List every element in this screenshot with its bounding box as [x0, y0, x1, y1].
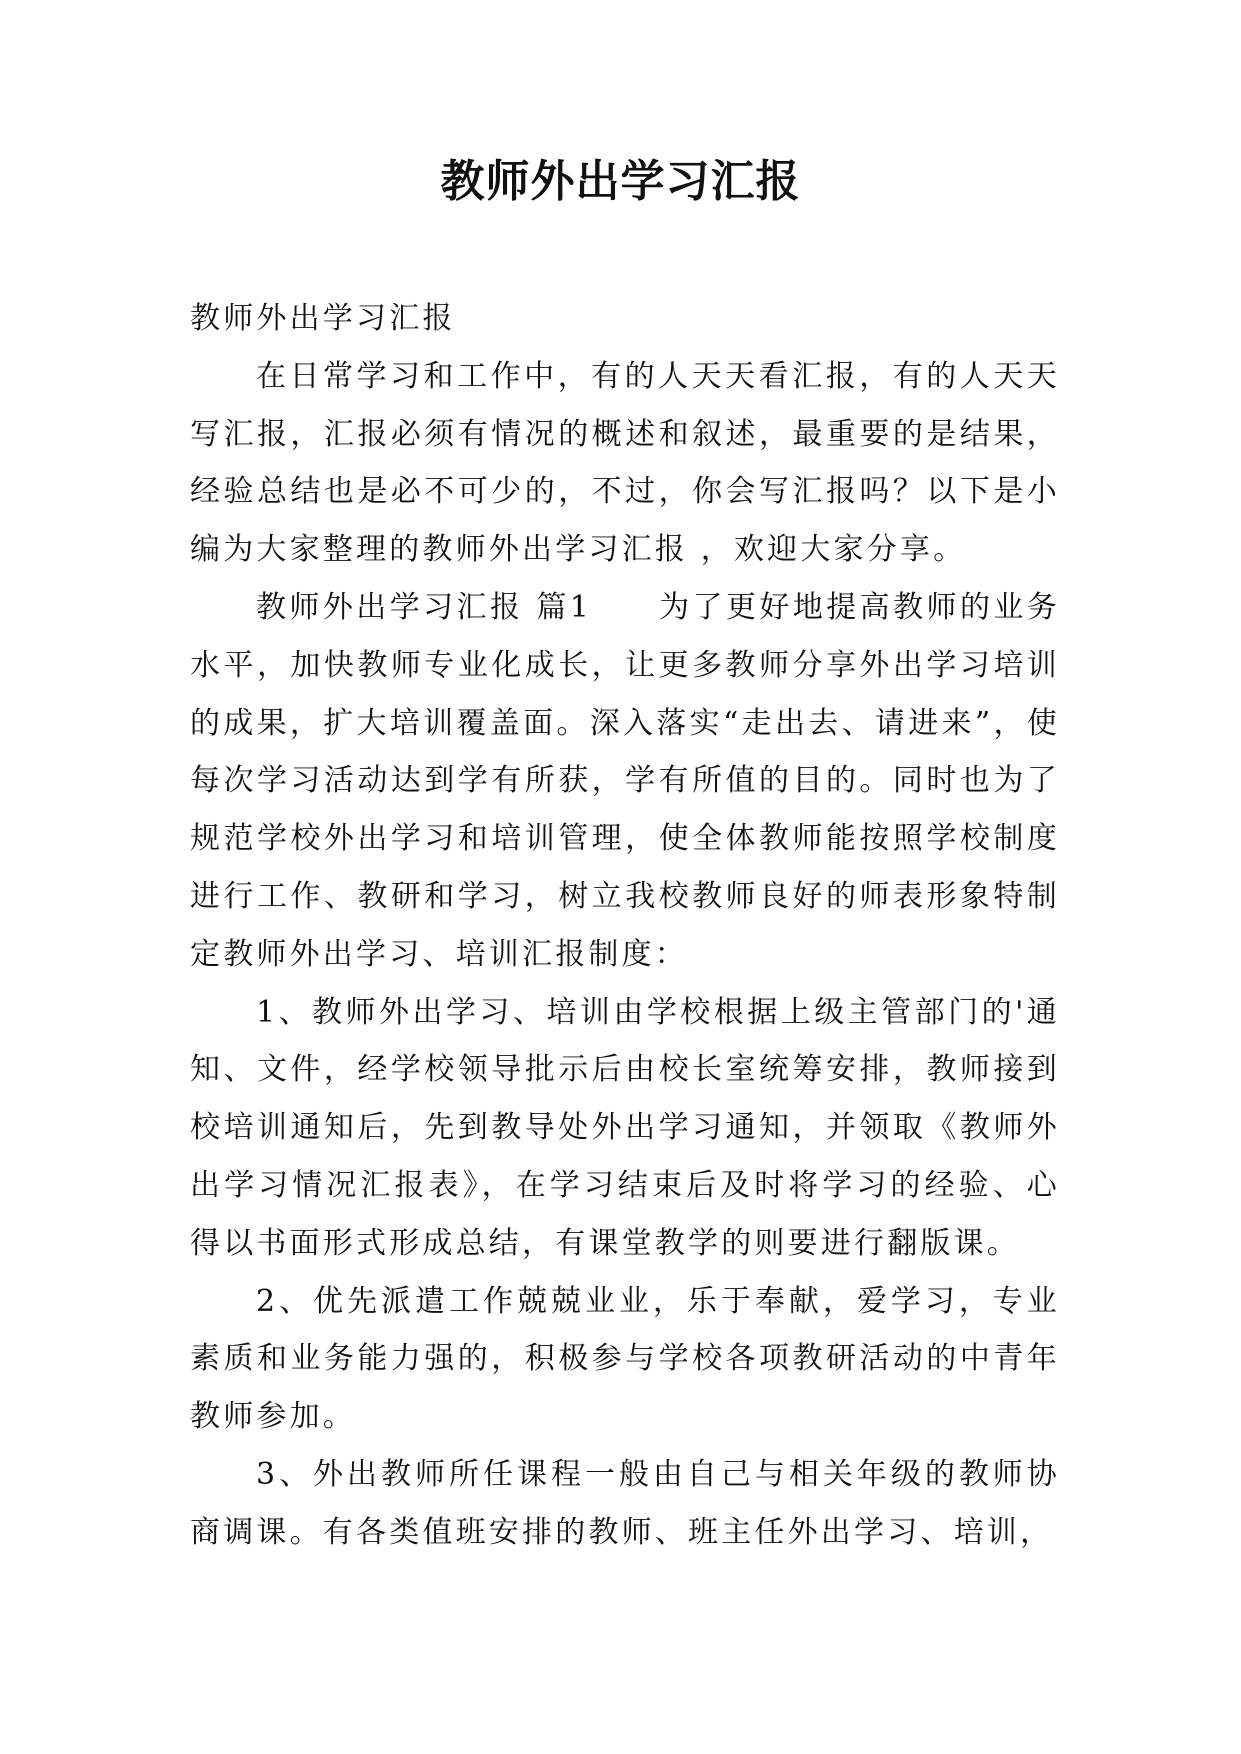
- paragraph-item-2: 2、优先派遣工作兢兢业业，乐于奉献，爱学习，专业素质和业务能力强的，积极参与学校各项教研活动的中青年教师参加。: [190, 1283, 1060, 1435]
- document-body: [190, 290, 1060, 1562]
- document-title: 教师外出学习汇报: [440, 156, 801, 207]
- paragraph-item-3: 3、外出教师所任课程一般由自己与相关年级的教师协商调课。有各类值班安排的教师、班主任外出学习、培训，: [190, 1456, 1060, 1550]
- paragraph-intro: 在日常学习和工作中，有的人天天看汇报，有的人天天写汇报，汇报必须有情况的概述和叙述，最重要的是结果，经验总结也是必不可少的，不过，你会写汇报吗？以下是小编为大家整理的教师外出学习汇报 ，欢迎大家分享。: [190, 358, 1060, 568]
- paragraph-section-1: 教师外出学习汇报 篇1 为了更好地提高教师的业务水平，加快教师专业化成长，让更多教师分享外出学习培训的成果，扩大培训覆盖面。深入落实“走出去、请进来”，使每次学习活动达到学有所获，学有所值的目的。同时也为了规范学校外出学习和培训管理，使全体教师能按照学校制度进行工作、教研和学习，树立我校教师良好的师表形象特制定教师外出学习、培训汇报制度：: [190, 589, 1060, 972]
- paragraph-item-1: 1、教师外出学习、培训由学校根据上级主管部门的'通知、文件，经学校领导批示后由校长室统筹安排，教师接到校培训通知后，先到教导处外出学习通知，并领取《教师外出学习情况汇报表》，在学习结束后及时将学习的经验、心得以书面形式形成总结，有课堂教学的则要进行翻版课。: [190, 994, 1060, 1261]
- paragraph-heading: 教师外出学习汇报: [190, 301, 456, 336]
